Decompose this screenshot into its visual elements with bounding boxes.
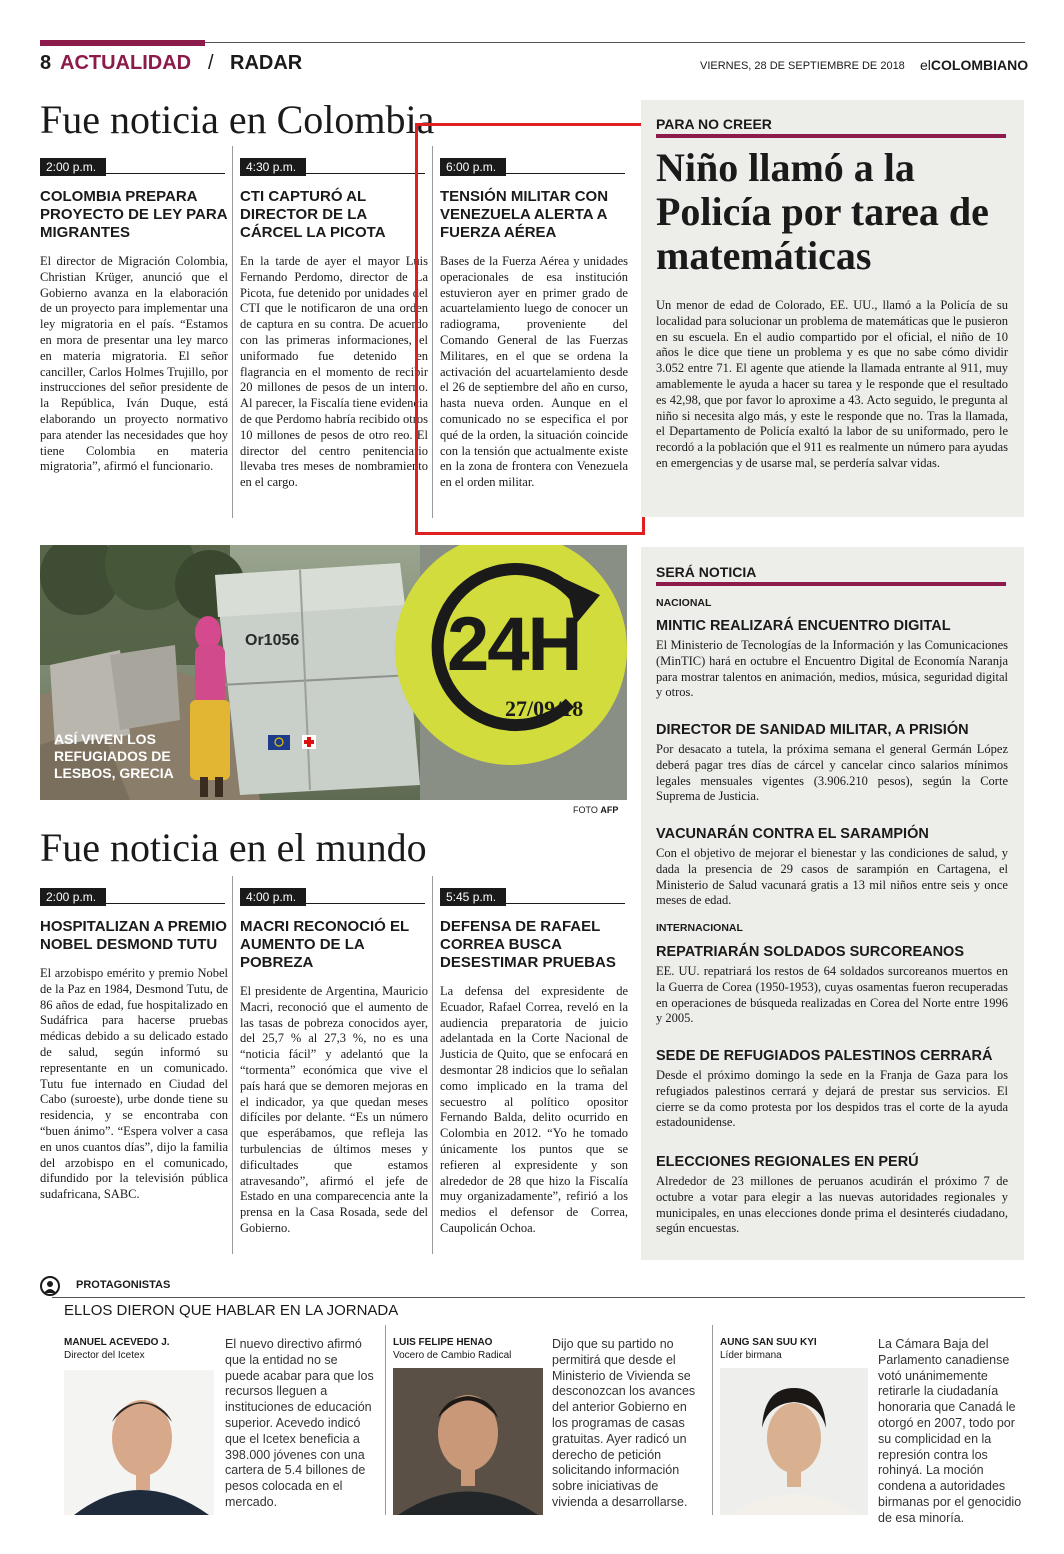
para-no-creer-headline: Niño llamó a la Policía por tarea de matemáticas [656,145,989,278]
refugees-photo [40,545,627,800]
page-number: 8 [40,52,52,74]
story-body: El arzobispo emérito y premio Nobel de la Paz en 1984, Desmond Tutu, de 86 años de edad, fue hospitalizado en Sudáfrica para hacerse pruebas médicas debido a su delicado estado de salud, según informó su representante en un comunicado. Tutu fue internado en Ciudad del Cabo (suroeste), urbe donde tiene su residencia, y se encontraba con “buen ánimo”. “Espera volver a casa en unos cuantos días”, dijo la familia del arzobispo en el comunicado, difundido por la televisión pública sudafricana, SABC. [40,966,228,1202]
24h-badge [395,545,627,765]
person-glyph [42,1278,58,1294]
sera-noticia-box [641,547,1024,1260]
colombia-story-2 [240,158,428,491]
protagonist-name: AUNG SAN SUU KYI [720,1337,817,1348]
sera-noticia-body: EE. UU. repatriará los restos de 64 soldados surcoreanos muertos en la Guerra de Corea (1950-1953), cuyas osamentas fueron recuperadas en operaciones de búsqueda realizadas en Corea del Norte entre 1996 y 2005. [656,964,1008,1026]
column-divider [385,1325,386,1515]
credit-source: AFP [600,805,619,815]
mundo-story-3 [440,888,628,1237]
column-divider [712,1325,713,1515]
sera-noticia-item [656,1153,1008,1237]
story-headline: MACRI RECONOCIÓ EL AUMENTO DE LA POBREZA [240,918,409,971]
colombia-story-1 [40,158,228,475]
column-divider [432,876,433,1254]
highlight-box [415,123,645,535]
section-name: ACTUALIDAD [60,52,192,74]
sera-noticia-body: El Ministerio de Tecnologías de la Información y las Comunicaciones (MinTIC) hará en octubre el Encuentro Digital de Economía Naranja para mostrar talentos en animación, medios, música, seguridad digital y otros. [656,638,1008,700]
colombia-section-title: Fue noticia en Colombia [40,97,435,142]
internacional-label: INTERNACIONAL [656,922,743,934]
subsection-name: RADAR [230,52,303,74]
person-icon [40,1276,60,1296]
protagonist-name: MANUEL ACEVEDO J. [64,1337,170,1348]
time-badge: 5:45 p.m. [440,888,506,906]
24h-date: 27/09/18 [505,696,584,721]
sera-noticia-headline: DIRECTOR DE SANIDAD MILITAR, A PRISIÓN [656,722,969,738]
protagonist-text: Dijo que su partido no permitirá que desde el Ministerio de Vivienda se desconozcan los avances del anterior Gobierno en los programas de casas gratuitas. Ayer radicó un derecho de petición solicitando información sobre iniciativas de vivienda a desarrollarse. [552,1337,696,1509]
sera-noticia-item [656,721,1008,805]
sera-noticia-headline: ELECCIONES REGIONALES EN PERÚ [656,1154,919,1170]
sera-noticia-body: Desde el próximo domingo la sede en la Franja de Gaza para los refugiados palestinos cerrará y dejará de prestar sus servicios. El cierre se da como protesta por los despidos tras el corte de la ayuda estadounidense. [656,1068,1008,1130]
protagonist-role: Director del Icetex [64,1350,145,1361]
section-separator: / [208,52,214,74]
portrait-illustration [64,1370,214,1515]
para-no-creer-body: Un menor de edad de Colorado, EE. UU., llamó a la Policía de su localidad para solucionar un problema de matemáticas que le pusieron en su escuela. En el audio compartido por el oficial, el niño de 10 años le dice que tiene un problema y es que no sabe cómo dividir 3.052 entre 71. El agente que atiende la llamada entrante al 911, muy amablemente le ayuda a hacer su tarea y le responde que el resultado es 42,98, que por favor lo aproxime a 43. Acto seguido, le pregunta al niño si necesita algo más, y este le responde que no. Tras la llamada, el Departamento de Policía exaltó la labor de su uniformado, pero le recordó a la población que el 911 es realmente un número para ayudas en emergencias y de usarse mal, se perdería salvar vidas. [656,298,1008,470]
issue-date: VIERNES, 28 DE SEPTIEMBRE DE 2018 [700,60,905,72]
sidebar-accent-rule [656,134,1006,138]
story-body: En la tarde de ayer el mayor Luis Fernando Perdomo, director de La Picota, fue detenido por unidades del CTI que le notificaron de una orden de captura en su contra. De acuerdo con las primeras informaciones, el uniformado fue detenido en flagrancia en el momento de recibir 20 millones de pesos de un interno. Al parecer, la Fiscalía tiene evidencia de que Perdomo habría recibido otros 10 millones de pesos de otro reo. El director del centro penitenciario llevaba tres meses de nombramiento en el cargo. [240,254,428,490]
header-rule [205,42,1025,43]
mundo-story-1 [40,888,228,1203]
time-badge: 4:30 p.m. [240,158,306,176]
newspaper-logo [920,57,1028,73]
story-body: La defensa del expresidente de Ecuador, Rafael Correa, reveló en la audiencia preparatoria de juicio adelantada en la Corte Nacional de Justicia de Quito, que se enfocará en desmontar 28 indicios que lo señalan como implicado en la trama del secuestro al político opositor Fernando Balda, delito ocurrido en Colombia en 2012. “Yo he tomado únicamente los puntos que se refieren al expresidente y son alrededor de 28 que hizo la Fiscalía muy organizadamente”, refirió a los medios el defensor de Correa, Caupolicán Ochoa. [440,984,628,1235]
story-body: Bases de la Fuerza Aérea y unidades operacionales de esa institución estuvieron ayer en primer grado de acuartelamiento luego de conocer un radiograma, proveniente del Comando General de las Fuerzas Militares, en el que se ordena la activación del acuartelamiento desde el 26 de septiembre del año en curso, hasta nueva orden. Aunque en el comunicado no se especifica el por qué de la orden, la situación coincide con la tensión que actualmente existe en la zona de frontera con Venezuela en el orden militar. [440,254,628,490]
sera-noticia-headline: REPATRIARÁN SOLDADOS SURCOREANOS [656,944,965,960]
story-headline: TENSIÓN MILITAR CON VENEZUELA ALERTA A FUERZA AÉREA [440,188,609,241]
protagonist-role: Vocero de Cambio Radical [393,1350,512,1361]
sera-noticia-headline: SEDE DE REFUGIADOS PALESTINOS CERRARÁ [656,1048,993,1064]
para-no-creer-label: PARA NO CREER [656,116,772,132]
story-headline: COLOMBIA PREPARA PROYECTO DE LEY PARA MIGRANTES [40,188,227,241]
protagonist-name: LUIS FELIPE HENAO [393,1337,493,1348]
sera-noticia-headline: VACUNARÁN CONTRA EL SARAMPIÓN [656,826,929,842]
portrait-illustration [393,1368,543,1515]
sera-noticia-body: Por desacato a tutela, la próxima semana el general Germán López deberá pagar tres días de cárcel y cancelar cinco salarios mínimos legales mensuales vigentes (3.906.210 pesos), según la Corte Suprema de Justicia. [656,742,1008,804]
tent-marking: Or1056 [245,632,300,649]
header-accent-bar [40,40,205,46]
mundo-story-2 [240,888,428,1237]
sera-noticia-item [656,825,1008,909]
sera-noticia-item [656,617,1008,701]
time-badge: 4:00 p.m. [240,888,306,906]
protagonist-photo [393,1368,543,1515]
protagonist-text: La Cámara Baja del Parlamento canadiense votó unánimemente retirarle la ciudadanía honoraria que Canadá le otorgó en 2007, todo por su complicidad en la represión contra los rohinyá. La moción condena a autoridades birmanas por el genocidio de esa minoría. [878,1337,1022,1525]
brand-name: COLOMBIANO [930,57,1029,73]
credit-prefix: FOTO [573,805,598,815]
protagonistas-label: PROTAGONISTAS [76,1279,171,1291]
portrait-illustration [720,1368,868,1515]
sera-noticia-item [656,1047,1008,1131]
sera-noticia-body: Con el objetivo de mejorar el bienestar y las condiciones de salud, y dada la presencia de 29 casos de sarampión en Cartagena, el Ministerio de Salud vacunará gratis a 13 mil niños entre seis y once meses de edad. [656,846,1008,908]
protagonistas-rule [52,1297,1025,1298]
para-no-creer-box [641,100,1024,517]
column-divider [232,146,233,518]
24h-label: 24H [447,602,581,687]
mundo-section-title: Fue noticia en el mundo [40,825,427,870]
time-badge: 6:00 p.m. [440,158,506,176]
protagonist-role: Líder birmana [720,1350,782,1361]
column-divider [232,876,233,1254]
story-body: El presidente de Argentina, Mauricio Macri, reconoció que el aumento de las tasas de pobreza conocidos ayer, del 25,7 % al 27,3 %, no es una “noticia fácil” y adelantó que la “tormenta” económica que vive el país hará que se demoren mejoras en el indicador, ya que quedan meses difíciles por delante. “Es un número que esperábamos, que refleja las turbulencias de últimos meses y dificultades que estamos atravesando”, afirmó el jefe de Estado en una comparecencia ante la prensa en la Casa Rosada, sede del Gobierno. [240,984,428,1235]
photo-caption: ASÍ VIVEN LOS REFUGIADOS DE LESBOS, GRECIA [54,731,174,781]
sera-noticia-headline: MINTIC REALIZARÁ ENCUENTRO DIGITAL [656,618,951,634]
sera-noticia-item [656,943,1008,1027]
sera-noticia-body: Alrededor de 23 millones de peruanos acudirán el próximo 7 de octubre a votar para elegir a las nuevas autoridades regionales y municipales, en unas elecciones donde prima el desinterés ciudadano, según encuestas. [656,1174,1008,1236]
protagonist-photo [720,1368,868,1515]
protagonistas-subtitle: ELLOS DIERON QUE HABLAR EN LA JORNADA [64,1302,399,1319]
protagonist-photo [64,1370,214,1515]
sidebar-accent-rule [656,582,1006,586]
nacional-label: NACIONAL [656,597,712,609]
time-badge: 2:00 p.m. [40,158,106,176]
story-headline: CTI CAPTURÓ AL DIRECTOR DE LA CÁRCEL LA PICOTA [240,188,386,241]
time-badge: 2:00 p.m. [40,888,106,906]
sera-noticia-label: SERÁ NOTICIA [656,564,757,580]
protagonist-text: El nuevo directivo afirmó que la entidad no se puede acabar para que los recursos lleguen a instituciones de educación superior. Acevedo indicó que el Icetex beneficia a 398.000 jóvenes con una cartera de 5.4 billones de pesos colocada en el mercado. [225,1337,374,1509]
photo-credit [573,805,618,815]
story-body: El director de Migración Colombia, Christian Krüger, anunció que el Gobierno avanza en la elaboración de un proyecto para implementar una ley migratoria en el país. “Estamos en mora de presentar una ley marco en materia migratoria. El señor canciller, Carlos Holmes Trujillo, por instrucciones del señor presidente de la República, Iván Duque, está elaborando un proyecto normativo para atender las necesidades que hoy tiene Colombia en materia migratoria”, afirmó el funcionario. [40,254,228,474]
story-headline: HOSPITALIZAN A PREMIO NOBEL DESMOND TUTU [40,918,227,953]
brand-prefix: el [920,57,931,73]
story-headline: DEFENSA DE RAFAEL CORREA BUSCA DESESTIMAR PRUEBAS [440,918,616,971]
